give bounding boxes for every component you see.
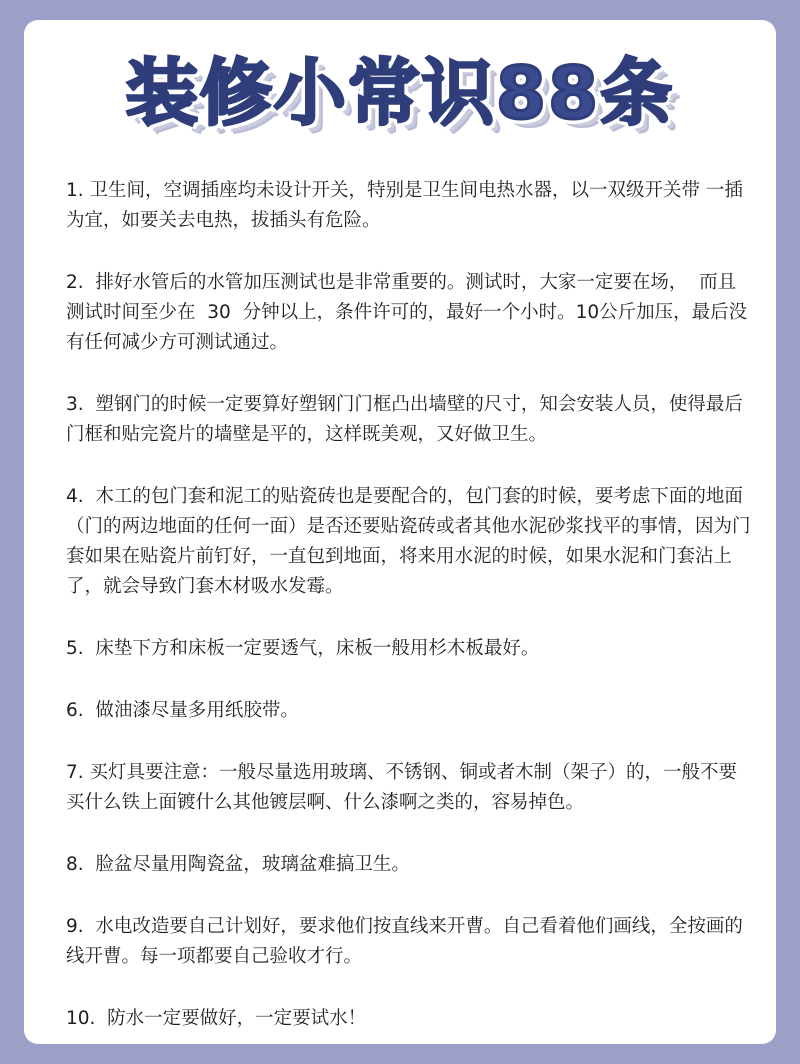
list-item: 3. 塑钢门的时候一定要算好塑钢门门框凸出墙壁的尺寸，知会安装人员，使得最后门框和贴完瓷片的墙壁是平的，这样既美观，又好做卫生。: [66, 394, 743, 445]
list-item: 5. 床垫下方和床板一定要透气，床板一般用杉木板最好。: [66, 638, 540, 659]
list-item: 10. 防水一定要做好，一定要试水！: [66, 1008, 367, 1029]
list-item: 4. 木工的包门套和泥工的贴瓷砖也是要配合的，包门套的时候，要考虑下面的地面（门的两边地面的任何一面）是否还要贴瓷砖或者其他水泥砂浆找平的事情，因为门套如果在贴瓷片前钉好，一直包到地面，将来用水泥的时候，如果水泥和门套沾上了，就会导致门套木材吸水发霉。: [66, 486, 751, 597]
list-item: 2. 排好水管后的水管加压测试也是非常重要的。测试时，大家一定要在场， 而且测试时间至少在 30 分钟以上，条件许可的，最好一个小时。10公斤加压，最后没有任何减少方可测试通过。: [66, 272, 748, 353]
list-item: 6. 做油漆尽量多用纸胶带。: [66, 700, 299, 721]
list-item: 1. 卫生间，空调插座均未设计开关，特别是卫生间电热水器，以一双级开关带 一插为宜，如要关去电热，拔插头有危险。: [66, 180, 743, 231]
list-item: 7. 买灯具要注意：一般尽量选用玻璃、不锈钢、铜或者木制（架子）的，一般不要买什么铁上面镀什么其他镀层啊、什么漆啊之类的，容易掉色。: [66, 762, 738, 813]
tips-list: [66, 176, 754, 1044]
content-card: [24, 20, 776, 1044]
page-title: 装修小常识88条: [125, 51, 675, 135]
list-item: 8. 脸盆尽量用陶瓷盆，玻璃盆难搞卫生。: [66, 854, 410, 875]
list-item: 9. 水电改造要自己计划好，要求他们按直线来开曹。自己看着他们画线，全按画的线开曹。每一项都要自己验收才行。: [66, 916, 743, 967]
